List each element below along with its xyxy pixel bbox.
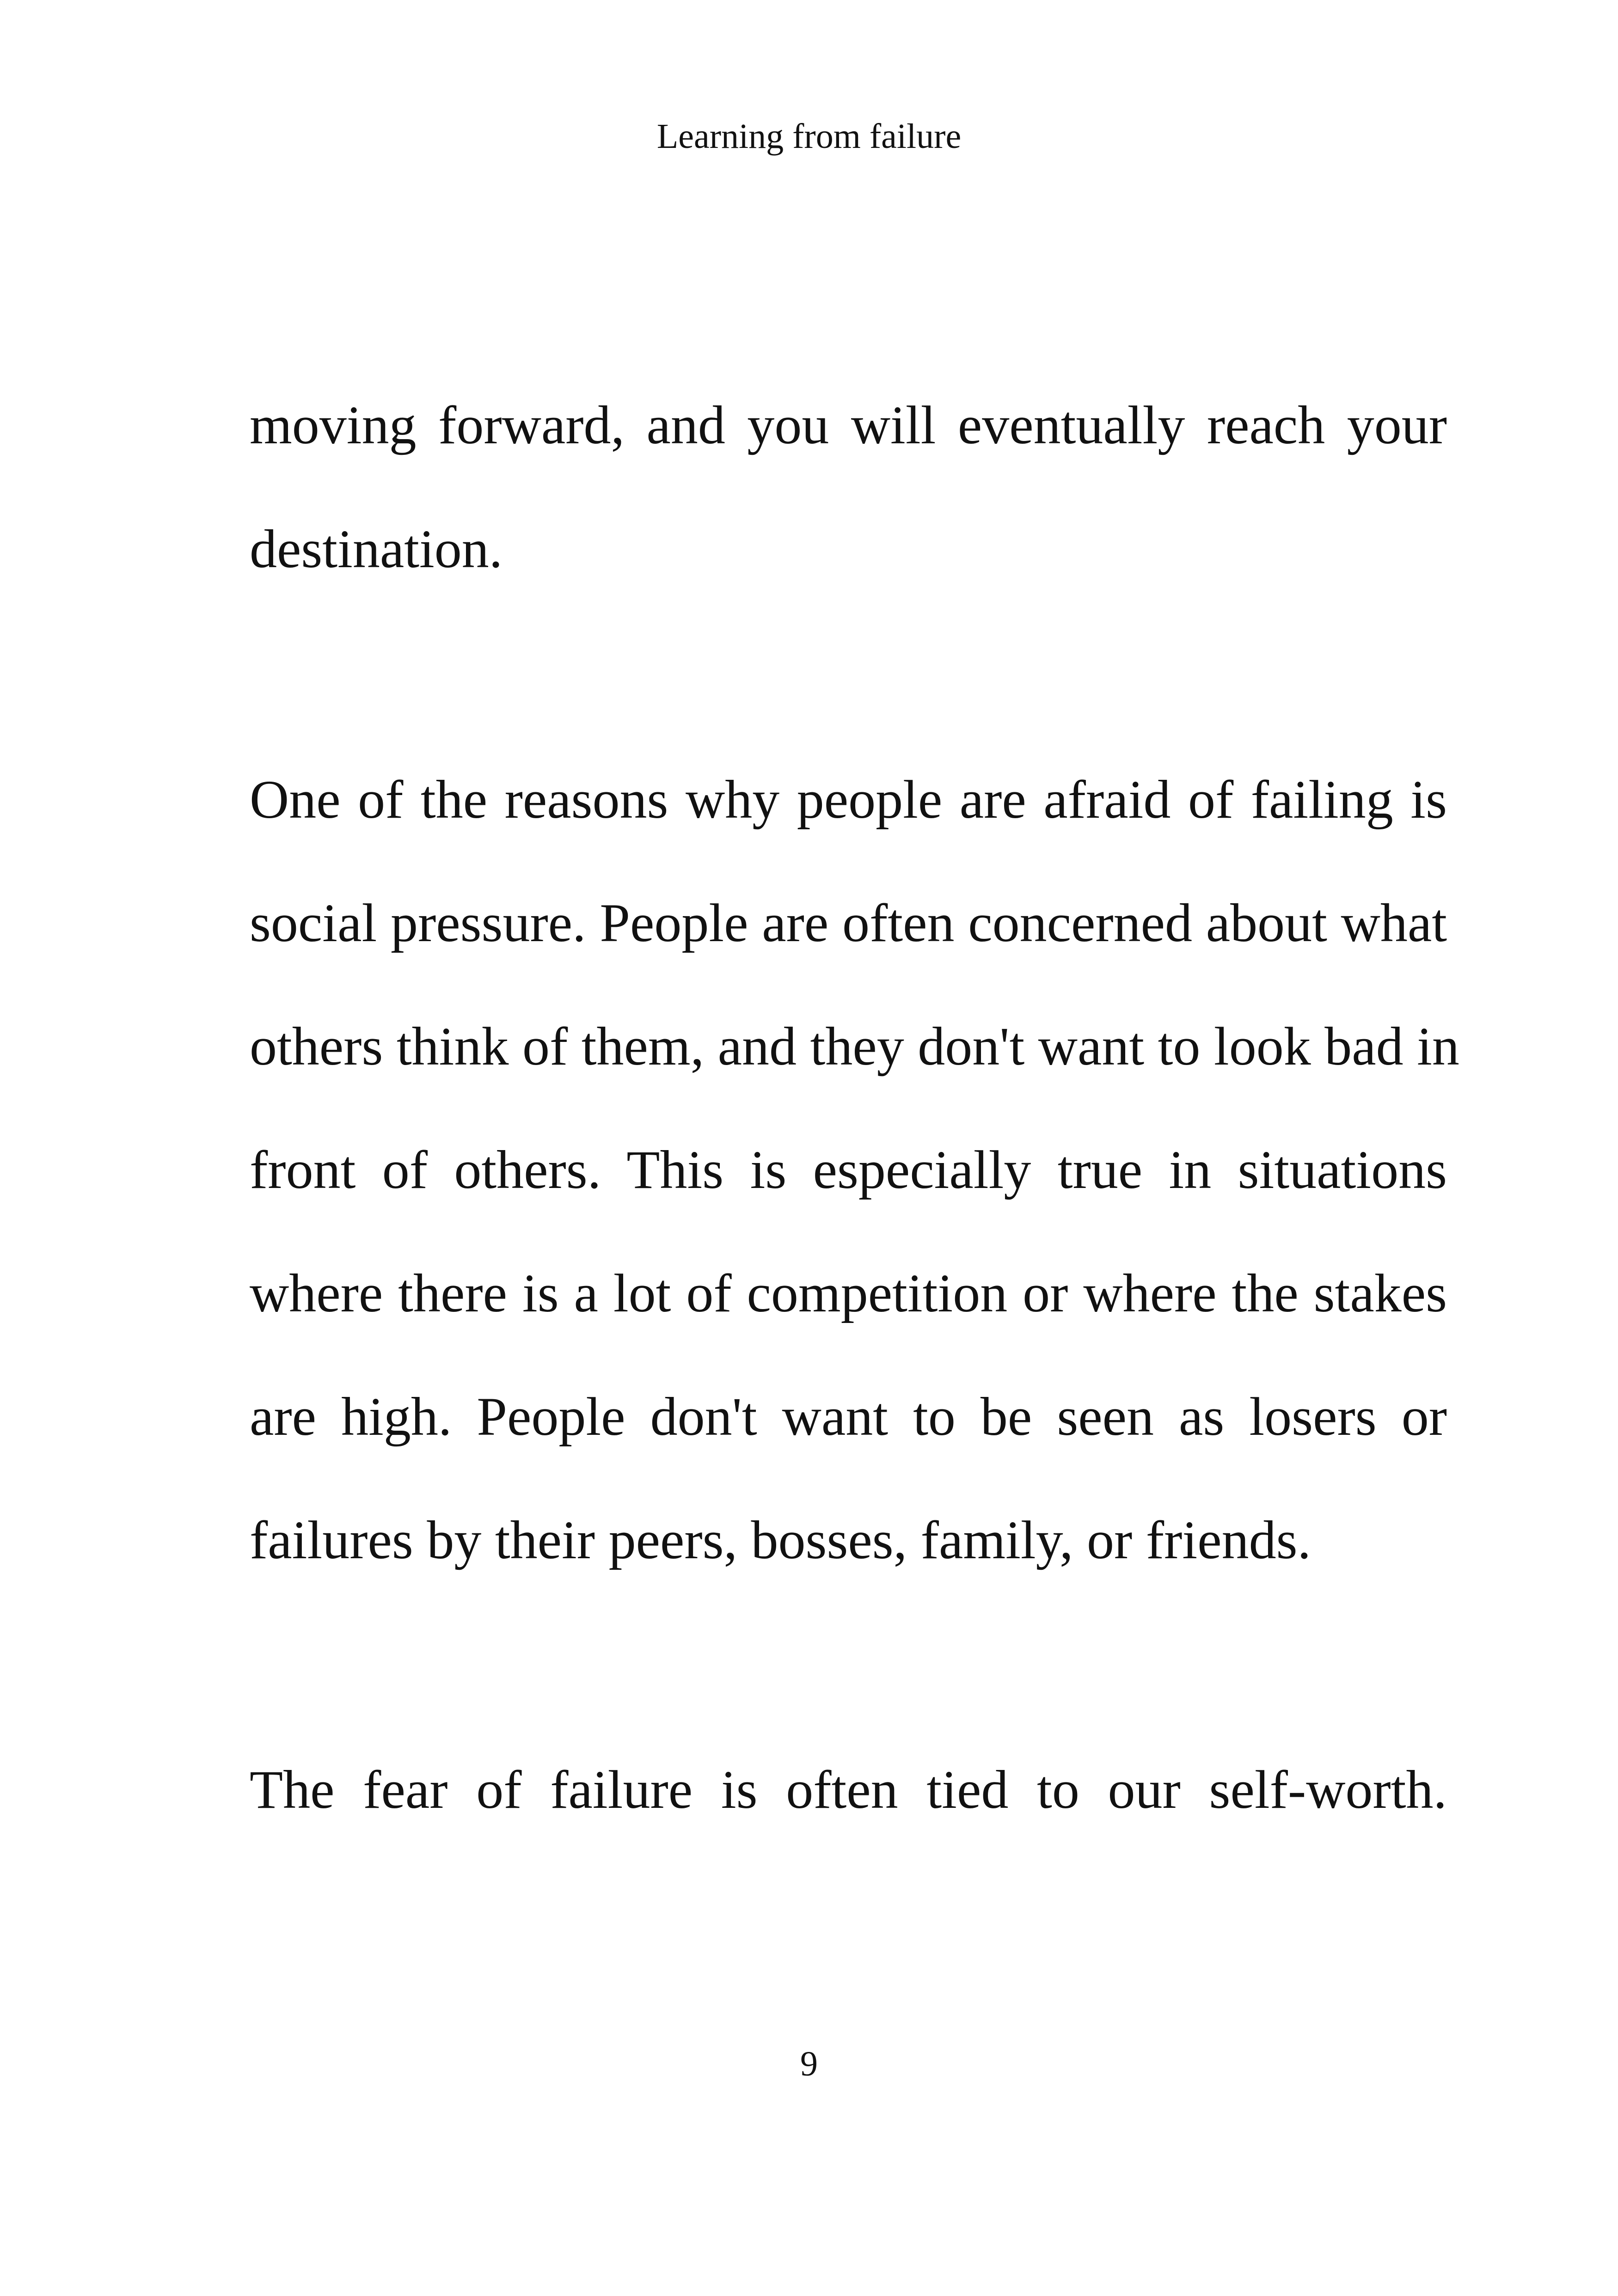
text-line: are high. People don't want to be seen as losers or	[250, 1386, 1447, 1447]
text-line: moving forward, and you will eventually reach your	[250, 395, 1447, 455]
text-line: where there is a lot of competition or where the stakes	[250, 1263, 1447, 1323]
text-line: social pressure. People are often concerned about what	[250, 893, 1447, 953]
text-line: others think of them, and they don't want to look bad in	[250, 1016, 1459, 1077]
text-line: The fear of failure is often tied to our self-worth.	[250, 1759, 1447, 1820]
text-line: failures by their peers, bosses, family, or friends.	[250, 1510, 1311, 1570]
running-header: Learning from failure	[656, 117, 962, 156]
text-line: destination.	[250, 519, 503, 579]
text-line: front of others. This is especially true in situations	[250, 1139, 1447, 1200]
text-line: One of the reasons why people are afraid of failing is	[250, 769, 1447, 830]
page-number: 9	[800, 2045, 818, 2083]
